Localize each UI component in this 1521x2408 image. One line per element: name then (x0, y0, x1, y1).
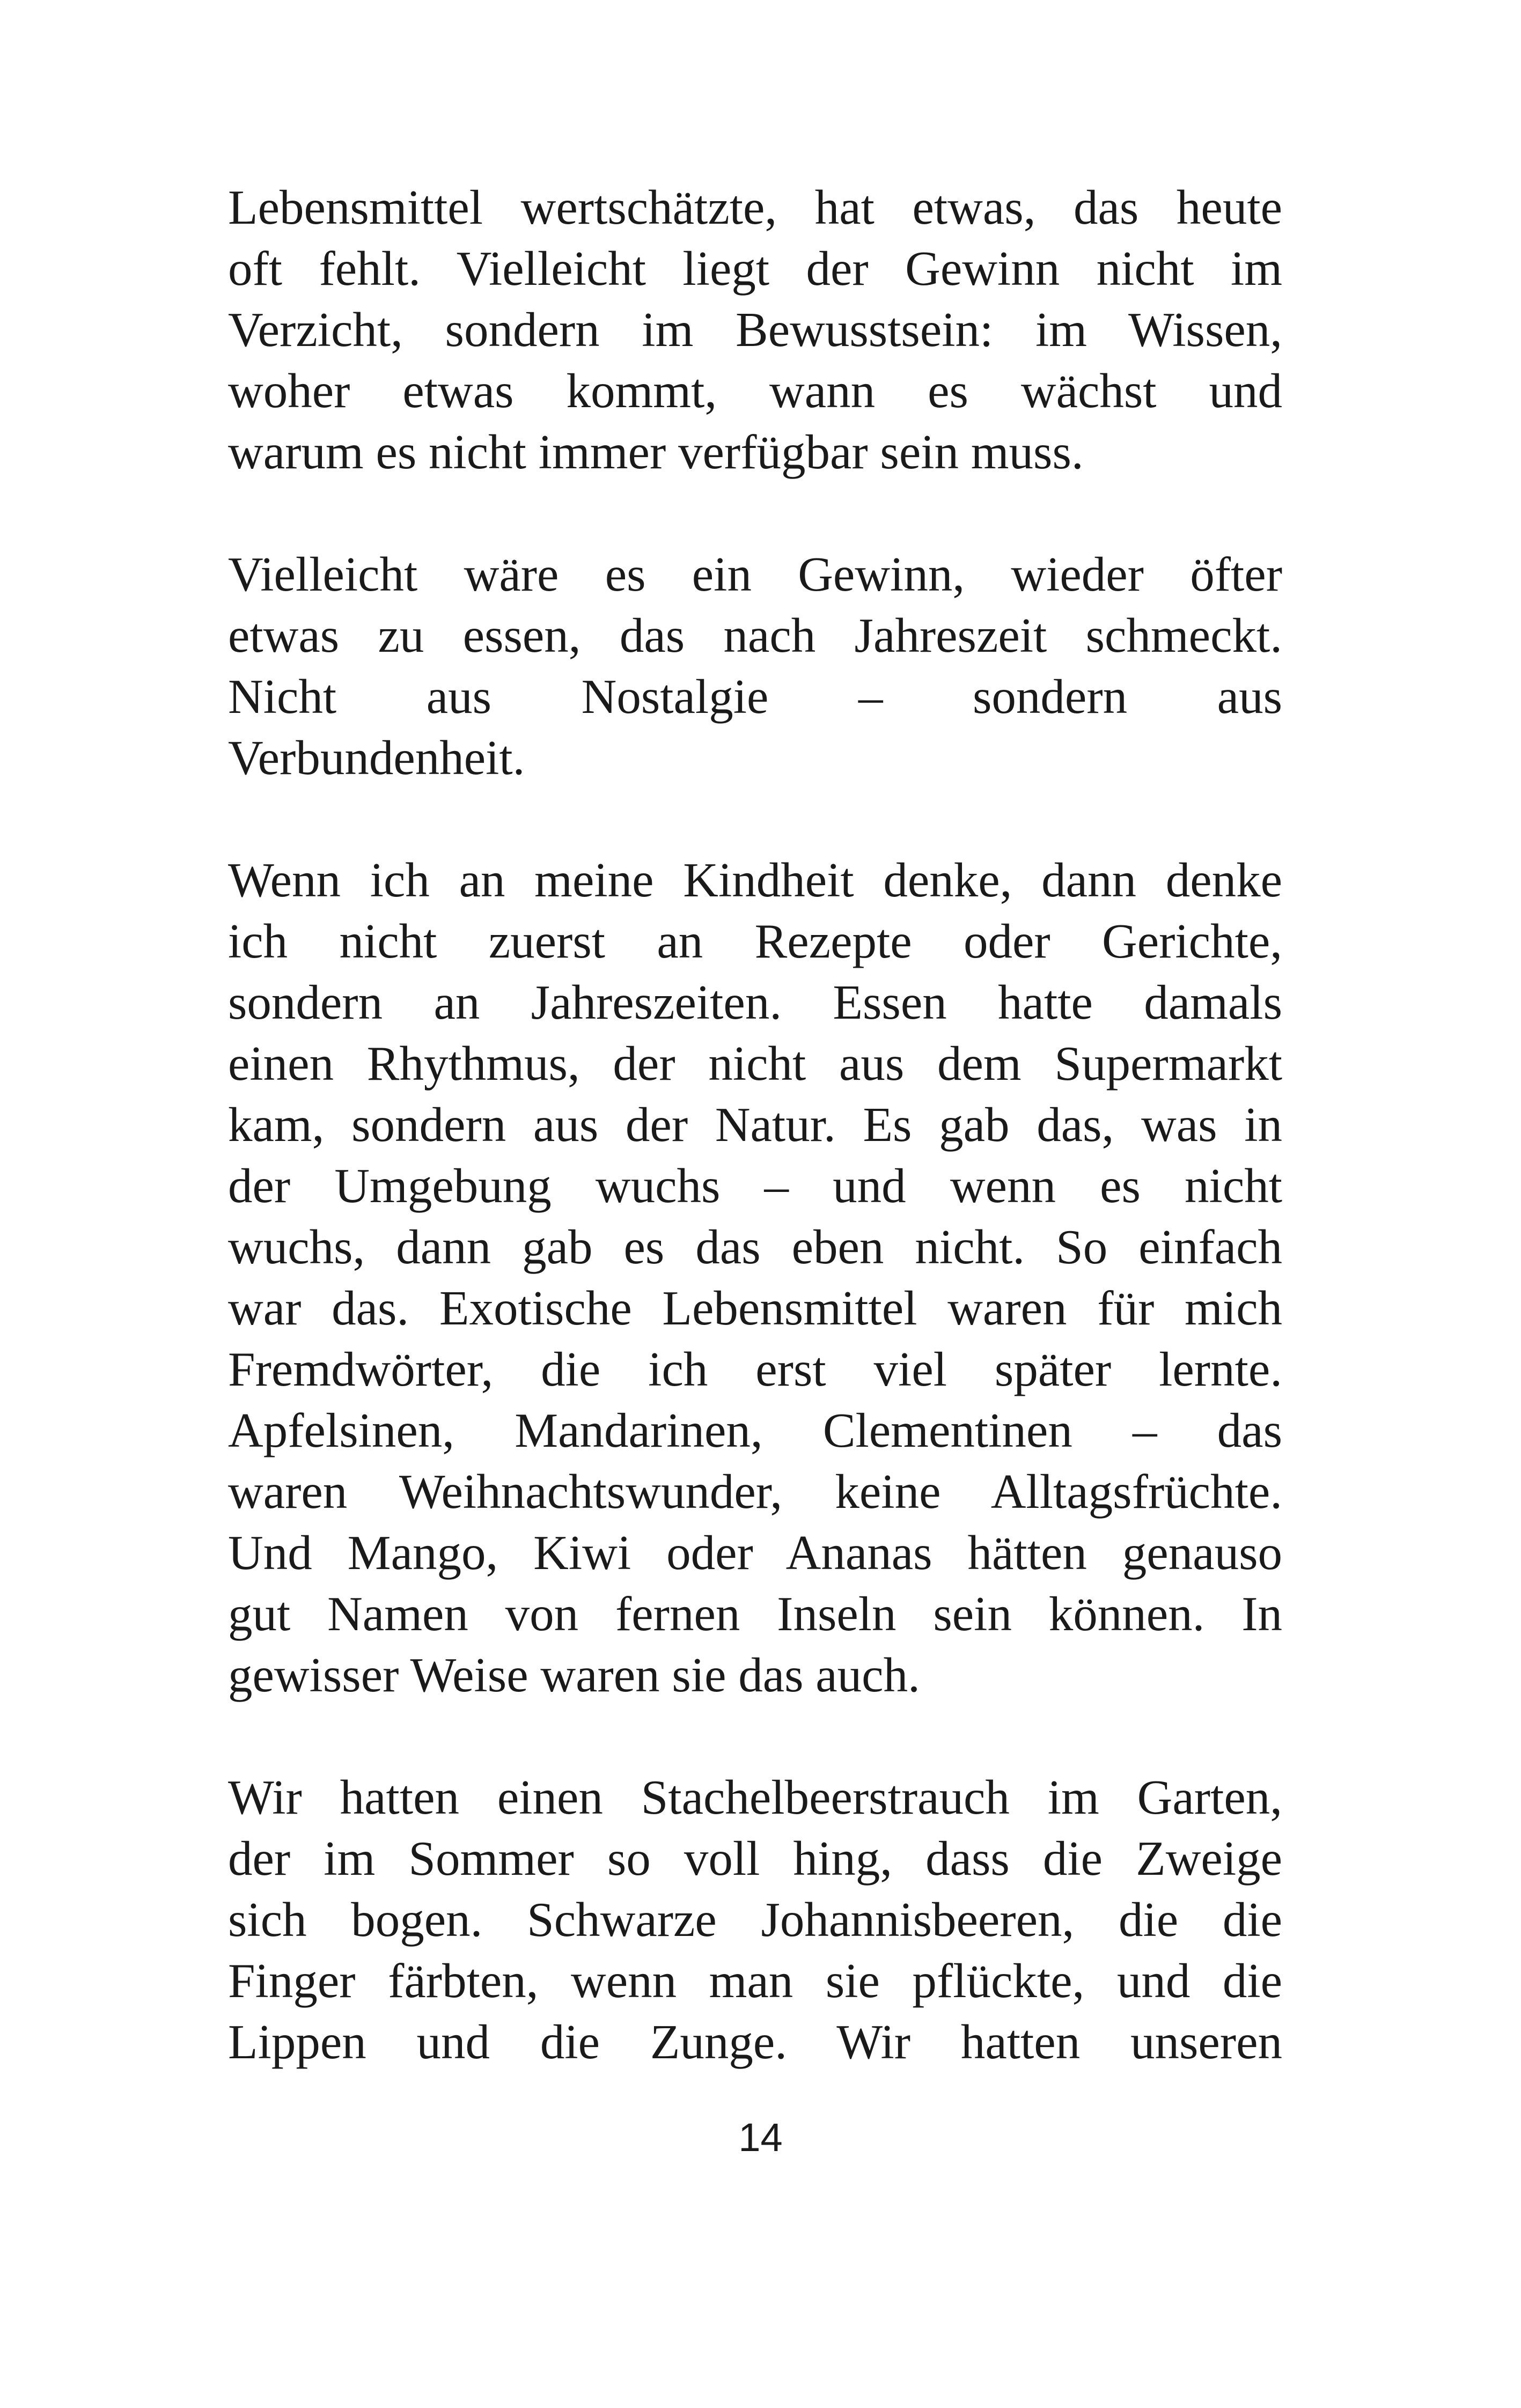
page-number: 14 (738, 2115, 783, 2160)
text-line: Verzicht, sondern im Bewusstsein: im Wissen, (228, 303, 1282, 357)
paragraph-3 (228, 850, 1282, 1706)
text-line: der Umgebung wuchs – und wenn es nicht (228, 1159, 1282, 1213)
text-line: oft fehlt. Vielleicht liegt der Gewinn nicht im (228, 241, 1282, 296)
text-line: Und Mango, Kiwi oder Ananas hätten genauso (228, 1526, 1282, 1580)
text-line: Verbundenheit. (228, 731, 525, 785)
text-line: Nicht aus Nostalgie – sondern aus (228, 669, 1282, 724)
text-line: Vielleicht wäre es ein Gewinn, wieder öfter (228, 547, 1282, 601)
text-line: sich bogen. Schwarze Johannisbeeren, die die (228, 1892, 1282, 1947)
text-line: kam, sondern aus der Natur. Es gab das, was in (228, 1098, 1282, 1152)
text-line: Finger färbten, wenn man sie pflückte, und die (228, 1954, 1282, 2008)
text-line: Fremdwörter, die ich erst viel später lernte. (228, 1342, 1282, 1396)
paragraph-1 (228, 177, 1282, 483)
text-line: sondern an Jahreszeiten. Essen hatte damals (228, 975, 1282, 1029)
text-line: war das. Exotische Lebensmittel waren für mich (228, 1281, 1282, 1335)
paragraph-4 (228, 1767, 1282, 2073)
text-line: woher etwas kommt, wann es wächst und (228, 364, 1282, 418)
text-line: warum es nicht immer verfügbar sein muss. (228, 425, 1084, 479)
text-line: Lebensmittel wertschätzte, hat etwas, das heute (228, 180, 1282, 234)
text-line: Apfelsinen, Mandarinen, Clementinen – das (228, 1403, 1282, 1457)
text-line: ich nicht zuerst an Rezepte oder Gerichte, (228, 914, 1282, 968)
paragraph-2 (228, 544, 1282, 789)
text-line: der im Sommer so voll hing, dass die Zweige (228, 1831, 1282, 1886)
text-line: einen Rhythmus, der nicht aus dem Supermarkt (228, 1036, 1282, 1091)
text-line: gut Namen von fernen Inseln sein können. In (228, 1587, 1282, 1641)
text-line: wuchs, dann gab es das eben nicht. So einfach (228, 1220, 1282, 1274)
text-line: waren Weihnachtswunder, keine Alltagsfrüchte. (228, 1464, 1282, 1519)
body-text (228, 177, 1282, 2073)
text-line: etwas zu essen, das nach Jahreszeit schmeckt. (228, 608, 1282, 662)
text-line: Wenn ich an meine Kindheit denke, dann denke (228, 853, 1282, 907)
text-line: gewisser Weise waren sie das auch. (228, 1648, 920, 1702)
text-line: Lippen und die Zunge. Wir hatten unseren (228, 2015, 1282, 2069)
text-line: Wir hatten einen Stachelbeerstrauch im Garten, (228, 1770, 1282, 1824)
